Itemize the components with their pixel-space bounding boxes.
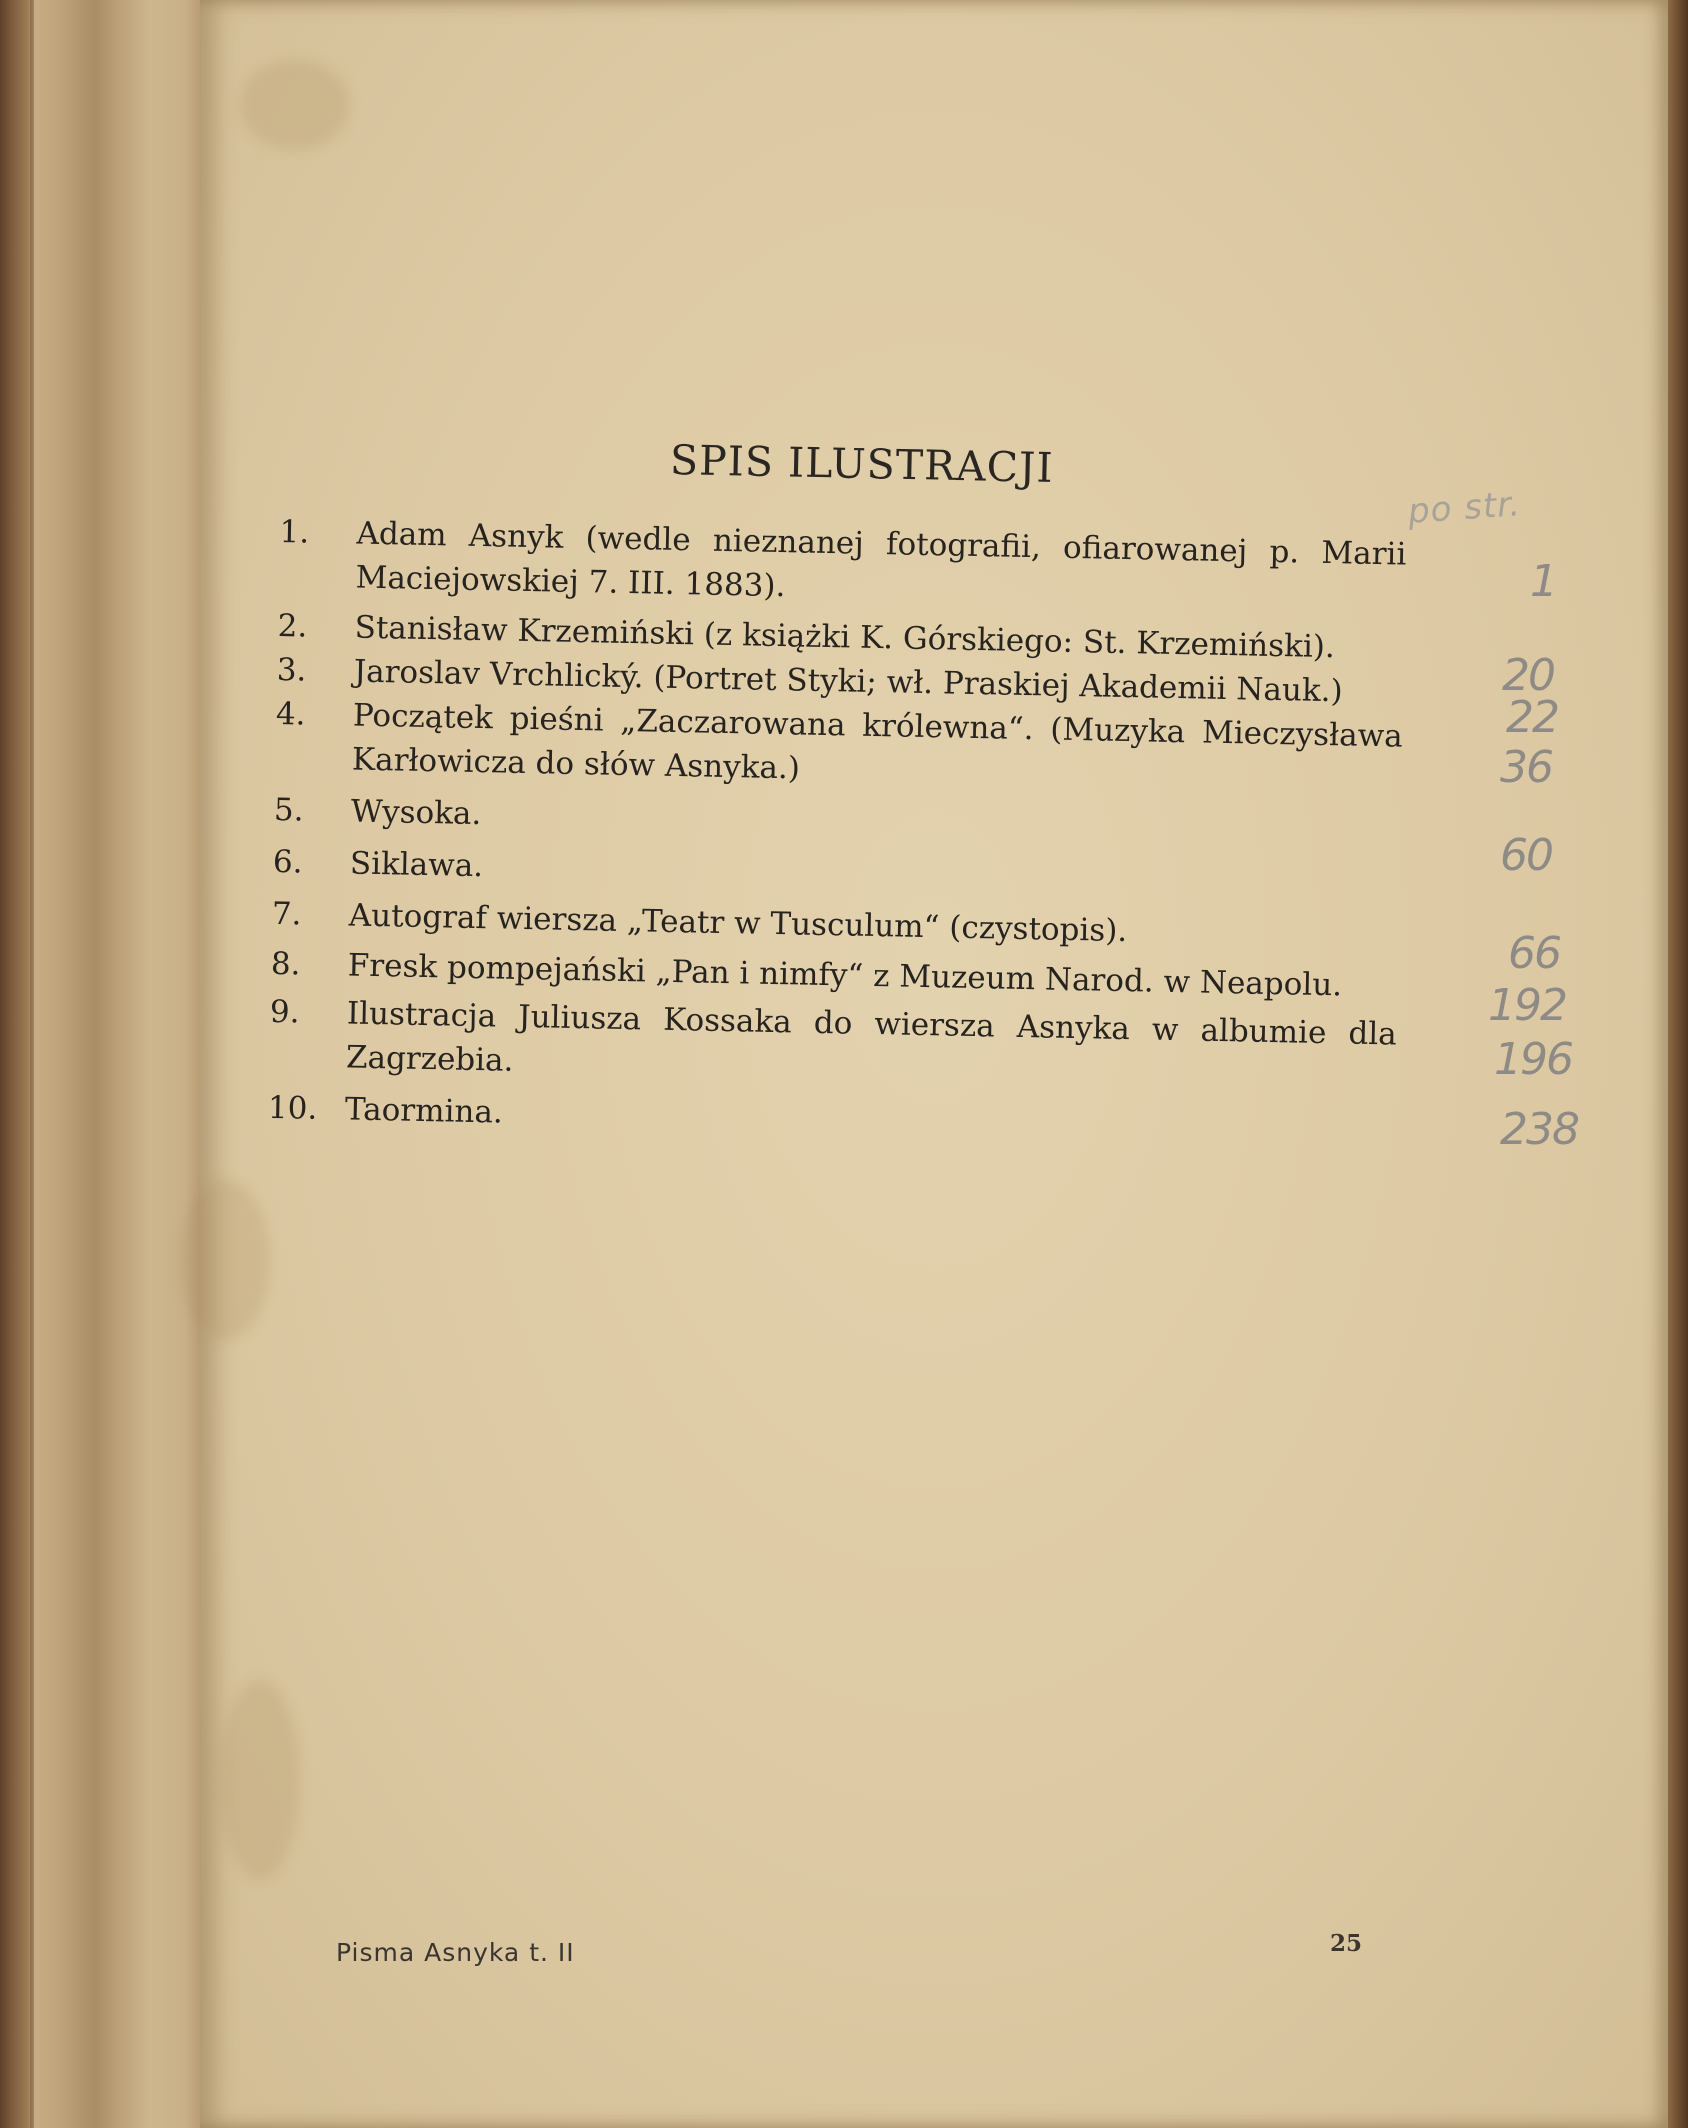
item-text: Siklawa. [349, 845, 484, 885]
item-number: 8. [270, 945, 301, 983]
item-number: 5. [273, 791, 304, 829]
handwritten-page-ref: 1 [1530, 556, 1556, 607]
item-text: Stanisław Krzemiński (z książki K. Górskiego: St. Krzemiński). [354, 609, 1336, 666]
book-spine [0, 0, 200, 2128]
item-number: 9. [269, 993, 300, 1031]
item-text: Jaroslav Vrchlický. (Portret Styki; wł. Praskiej Akademii Nauk.) [353, 653, 1344, 710]
item-number: 6. [272, 843, 303, 881]
list-item [269, 990, 1398, 1101]
illustration-list [268, 510, 1410, 1153]
item-text: Autograf wiersza „Teatr w Tusculum“ (czystopis). [348, 897, 1128, 950]
page-stain [220, 1680, 300, 1880]
item-number: 10. [267, 1089, 318, 1127]
item-text: Taormina. [344, 1091, 504, 1131]
handwritten-page-ref: 66 [1508, 928, 1560, 979]
handwritten-page-ref: 36 [1500, 742, 1552, 793]
item-text: Adam Asnyk (wedle nieznanej fotografii, ofiarowanej p. Marii Maciejowskiej 7. III. 1883). [355, 515, 1407, 605]
handwritten-page-header: po str. [1406, 484, 1523, 532]
item-number: 7. [271, 895, 302, 933]
page-stain [180, 1180, 270, 1340]
page-stain [240, 60, 350, 150]
page-title: SPIS ILUSTRACJI [669, 435, 1055, 493]
handwritten-page-ref: 238 [1500, 1104, 1578, 1155]
handwritten-page-ref: 196 [1494, 1034, 1572, 1085]
item-number: 1. [279, 513, 310, 551]
handwritten-page-ref: 22 [1506, 692, 1558, 743]
item-text: Ilustracja Juliusza Kossaka do wiersza Asnyka w albumie dla Zagrzebia. [345, 995, 1398, 1079]
item-text: Początek pieśni „Zaczarowana królewna“. (Muzyka Mieczysława Karłowicza do słów Asnyka.) [351, 697, 1404, 787]
footer-page-number: 25 [1330, 1930, 1363, 1957]
item-number: 4. [275, 695, 306, 733]
item-number: 3. [276, 651, 307, 689]
item-text: Wysoka. [350, 793, 482, 833]
book-right-edge [1668, 0, 1688, 2128]
handwritten-page-ref: 60 [1500, 830, 1552, 881]
handwritten-page-ref: 192 [1488, 980, 1566, 1031]
footer-book-title: Pisma Asnyka t. II [336, 1938, 575, 1967]
item-text: Fresk pompejański „Pan i nimfy“ z Muzeum Narod. w Neapolu. [347, 947, 1343, 1004]
handwritten-page-ref: 20 [1502, 650, 1554, 701]
item-number: 2. [277, 607, 308, 645]
